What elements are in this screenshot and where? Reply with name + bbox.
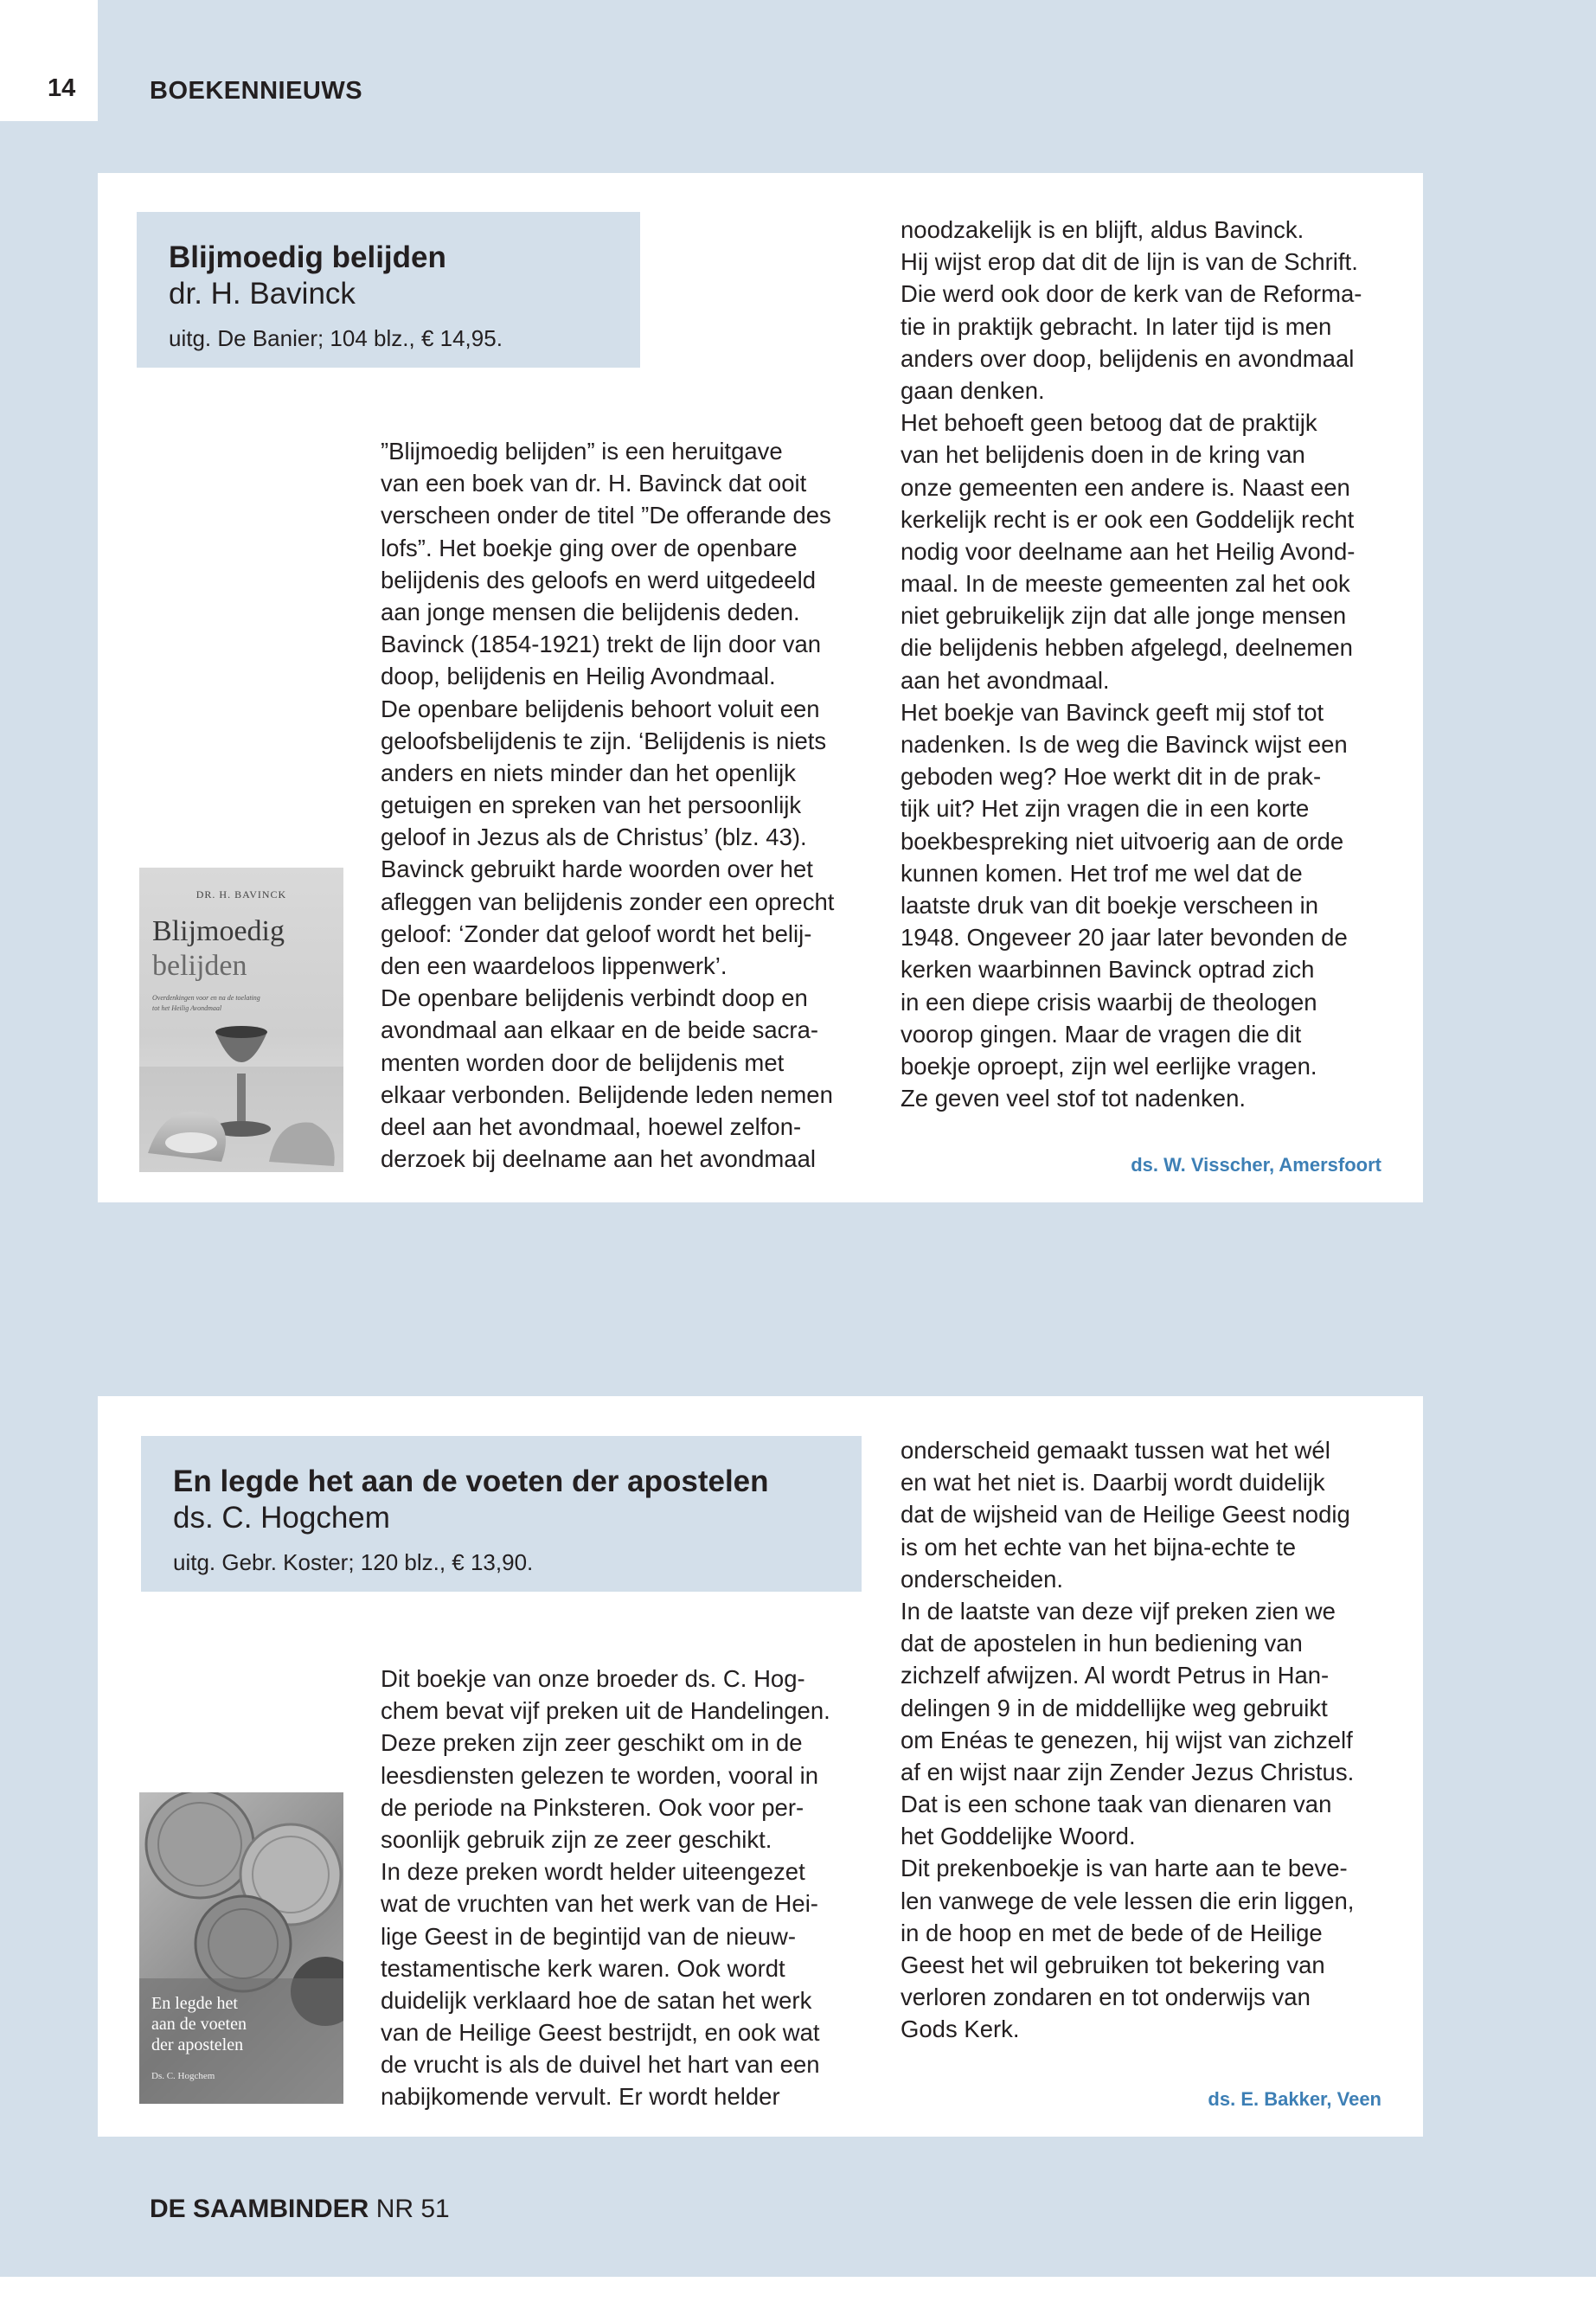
text-line: belijdenis des geloofs en werd uitgedeeld	[381, 566, 816, 593]
book-author: dr. H. Bavinck	[169, 277, 356, 311]
text-line: aan jonge mensen die belijdenis deden.	[381, 598, 800, 625]
text-line: verscheen onder de titel ”De offerande des	[381, 502, 831, 529]
text-line: testamentische kerk waren. Ook wordt	[381, 1954, 785, 1982]
text-line: Geest het wil gebruiken tot bekering van	[901, 1952, 1325, 1978]
chalice-bread-illustration	[139, 868, 343, 1172]
text-line: en wat het niet is. Daarbij wordt duidelijk	[901, 1469, 1325, 1497]
review-text-column-2	[901, 1434, 1354, 2046]
text-line: gaan denken.	[901, 376, 1045, 404]
text-line: tie in praktijk gebracht. In later tijd is men	[901, 312, 1332, 340]
text-line: Hij wijst erop dat dit de lijn is van de Schrift.	[901, 248, 1358, 276]
text-line: 1948. Ongeveer 20 jaar later bevonden de	[901, 924, 1348, 952]
cover-title-line2: aan de voeten	[151, 2015, 247, 2034]
book-cover-image	[139, 1792, 343, 2104]
text-line: derzoek bij deelname aan het avondmaal	[381, 1145, 816, 1173]
text-line: af en wijst naar zijn Zender Jezus Christus.	[901, 1758, 1355, 1785]
page-footer	[150, 2195, 450, 2224]
review-card-bavinck	[98, 173, 1423, 1202]
text-line: In deze preken wordt helder uiteengezet	[381, 1858, 805, 1886]
page-number: 14	[48, 74, 76, 102]
text-line: niet gebruikelijk zijn dat alle jonge mensen	[901, 602, 1347, 630]
text-line: zichzelf afwijzen. Al wordt Petrus in Han-	[901, 1662, 1330, 1689]
text-line: nodig voor deelname aan het Heilig Avond-	[901, 537, 1356, 565]
text-line: laatste druk van dit boekje verscheen in	[901, 891, 1319, 919]
cover-author: DR. H. BAVINCK	[195, 888, 287, 901]
text-line: menten worden door de belijdenis met	[381, 1048, 785, 1076]
cover-title-line3: der apostelen	[151, 2035, 244, 2054]
text-line: in een diepe crisis waarbij de theologen	[901, 988, 1317, 1016]
text-line: Het behoeft geen betoog dat de praktijk	[901, 409, 1317, 437]
review-text-column-1	[381, 1663, 830, 2113]
text-line: getuigen en spreken van het persoonlijk	[381, 792, 802, 819]
text-line: onderscheiden.	[901, 1565, 1064, 1593]
text-line: De openbare belijdenis behoort voluit een	[381, 695, 820, 722]
book-title: En legde het aan de voeten der apostelen	[173, 1465, 769, 1498]
text-line: boekbespreking niet uitvoerig aan de orde	[901, 827, 1344, 855]
text-line: geloof in Jezus als de Christus’ (blz. 43).	[381, 824, 807, 851]
text-line: elkaar verbonden. Belijdende leden nemen	[381, 1080, 833, 1108]
text-line: van een boek van dr. H. Bavinck dat ooit	[381, 470, 807, 497]
text-line: nadenken. Is de weg die Bavinck wijst een	[901, 731, 1348, 758]
text-line: Dit boekje van onze broeder ds. C. Hog-	[381, 1665, 805, 1692]
cover-title-line1: Blijmoedig	[152, 915, 285, 947]
text-line: anders over doop, belijdenis en avondmaal	[901, 344, 1355, 372]
text-line: Bavinck gebruikt harde woorden over het	[381, 856, 813, 883]
cover-title-line1: En legde het	[151, 1994, 238, 2013]
text-line: In de laatste van deze vijf preken zien we	[901, 1597, 1336, 1625]
review-header	[141, 1436, 862, 1592]
text-line: is om het echte van het bijna-echte te	[901, 1533, 1297, 1561]
reviewer-signature: ds. W. Visscher, Amersfoort	[1131, 1154, 1381, 1176]
text-line: tijk uit? Het zijn vragen die in een korte	[901, 795, 1310, 823]
text-line: onze gemeenten een andere is. Naast een	[901, 473, 1350, 501]
reviewer-signature: ds. E. Bakker, Veen	[1208, 2088, 1381, 2110]
text-line: doop, belijdenis en Heilig Avondmaal.	[381, 663, 776, 690]
review-text-column-2	[901, 214, 1362, 1114]
book-title: Blijmoedig belijden	[169, 240, 446, 274]
text-line: lige Geest in de begintijd van de nieuw-	[381, 1922, 797, 1950]
cover-subtitle: Overdenkingen voor en na de toelating tot het Heilig Avondmaal	[152, 994, 260, 1012]
text-line: avondmaal aan elkaar en de beide sacra-	[381, 1016, 819, 1044]
text-line: boekje oproept, zijn wel eerlijke vragen.	[901, 1052, 1317, 1080]
text-line: Die werd ook door de kerk van de Reforma-	[901, 280, 1362, 308]
text-line: dat de wijsheid van de Heilige Geest nodig	[901, 1501, 1350, 1529]
text-line: om Enéas te genezen, hij wijst van zichzelf	[901, 1726, 1353, 1753]
text-line: Dat is een schone taak van dienaren van	[901, 1791, 1332, 1818]
text-line: aan het avondmaal.	[901, 666, 1110, 694]
page-number-box	[0, 0, 98, 121]
text-line: Dit prekenboekje is van harte aan te beve-	[901, 1855, 1348, 1882]
text-line: voorop gingen. Maar de vragen die dit	[901, 1020, 1302, 1048]
text-line: Ze geven veel stof tot nadenken.	[901, 1085, 1247, 1112]
bottom-strip	[0, 2277, 1596, 2301]
text-line: chem bevat vijf preken uit de Handelingen.	[381, 1697, 830, 1725]
text-line: de periode na Pinksteren. Ook voor per-	[381, 1793, 804, 1821]
text-line: kerken waarbinnen Bavinck optrad zich	[901, 956, 1315, 984]
text-line: in de hoop en met de bede of de Heilige	[901, 1919, 1323, 1946]
book-cover-image	[139, 868, 343, 1172]
text-line: delingen 9 in de middellijke weg gebruikt	[901, 1694, 1328, 1721]
text-line: geloof: ‘Zonder dat geloof wordt het belij-	[381, 920, 812, 947]
text-line: deel aan het avondmaal, hoewel zelfon-	[381, 1112, 802, 1140]
text-line: geboden weg? Hoe werkt dit in de prak-	[901, 763, 1322, 791]
text-line: nabijkomende vervult. Er wordt helder	[381, 2083, 780, 2111]
text-line: De openbare belijdenis verbindt doop en	[381, 984, 808, 1012]
text-line: het Goddelijke Woord.	[901, 1823, 1136, 1850]
text-line: Het boekje van Bavinck geeft mij stof tot	[901, 698, 1324, 726]
cover-title	[151, 1993, 247, 2055]
text-line: onderscheid gemaakt tussen wat het wél	[901, 1437, 1330, 1464]
text-line: verloren zondaren en tot onderwijs van	[901, 1984, 1311, 2011]
review-header	[137, 212, 640, 368]
text-line: kerkelijk recht is er ook een Goddelijk recht	[901, 505, 1355, 533]
issue-number: NR 51	[375, 2195, 450, 2223]
text-line: maal. In de meeste gemeenten zal het ook	[901, 570, 1350, 598]
text-line: dat de apostelen in hun bediening van	[901, 1630, 1303, 1657]
text-line: soonlijk gebruik zijn ze zeer geschikt.	[381, 1825, 772, 1853]
text-line: ”Blijmoedig belijden” is een heruitgave	[381, 438, 783, 465]
text-line: len vanwege de vele lessen die erin liggen,	[901, 1887, 1355, 1914]
text-line: Deze preken zijn zeer geschikt om in de	[381, 1729, 803, 1757]
text-line: afleggen van belijdenis zonder een oprecht	[381, 888, 835, 915]
magazine-name: DE SAAMBINDER	[150, 2195, 369, 2223]
text-line: den een waardeloos lippenwerk’.	[381, 952, 727, 979]
cover-title-line2: belijden	[152, 950, 247, 982]
text-line: duidelijk verklaard hoe de satan het werk	[381, 1986, 812, 2014]
text-line: wat de vruchten van het werk van de Hei-	[381, 1890, 818, 1918]
text-line: Gods Kerk.	[901, 2016, 1020, 2043]
text-line: anders en niets minder dan het openlijk	[381, 759, 797, 786]
text-line: de vrucht is als de duivel het hart van een	[381, 2051, 820, 2079]
text-line: noodzakelijk is en blijft, aldus Bavinck.	[901, 216, 1304, 243]
section-title: BOEKENNIEUWS	[150, 77, 363, 105]
coins-illustration	[139, 1792, 343, 2104]
text-line: van de Heilige Geest bestrijdt, en ook wat	[381, 2019, 820, 2047]
review-text-column-1	[381, 435, 834, 1175]
book-publication: uitg. Gebr. Koster; 120 blz., € 13,90.	[173, 1549, 534, 1575]
cover-author: Ds. C. Hogchem	[151, 2071, 215, 2081]
text-line: lofs”. Het boekje ging over de openbare	[381, 534, 798, 561]
text-line: Bavinck (1854-1921) trekt de lijn door van	[381, 631, 822, 658]
text-line: van het belijdenis doen in de kring van	[901, 441, 1305, 469]
text-line: kunnen komen. Het trof me wel dat de	[901, 859, 1303, 887]
text-line: geloofsbelijdenis te zijn. ‘Belijdenis is niets	[381, 727, 827, 754]
review-card-hogchem	[98, 1396, 1423, 2137]
book-publication: uitg. De Banier; 104 blz., € 14,95.	[169, 325, 503, 351]
book-author: ds. C. Hogchem	[173, 1501, 390, 1535]
text-line: die belijdenis hebben afgelegd, deelnemen	[901, 634, 1353, 662]
text-line: leesdiensten gelezen te worden, vooral in	[381, 1761, 819, 1789]
